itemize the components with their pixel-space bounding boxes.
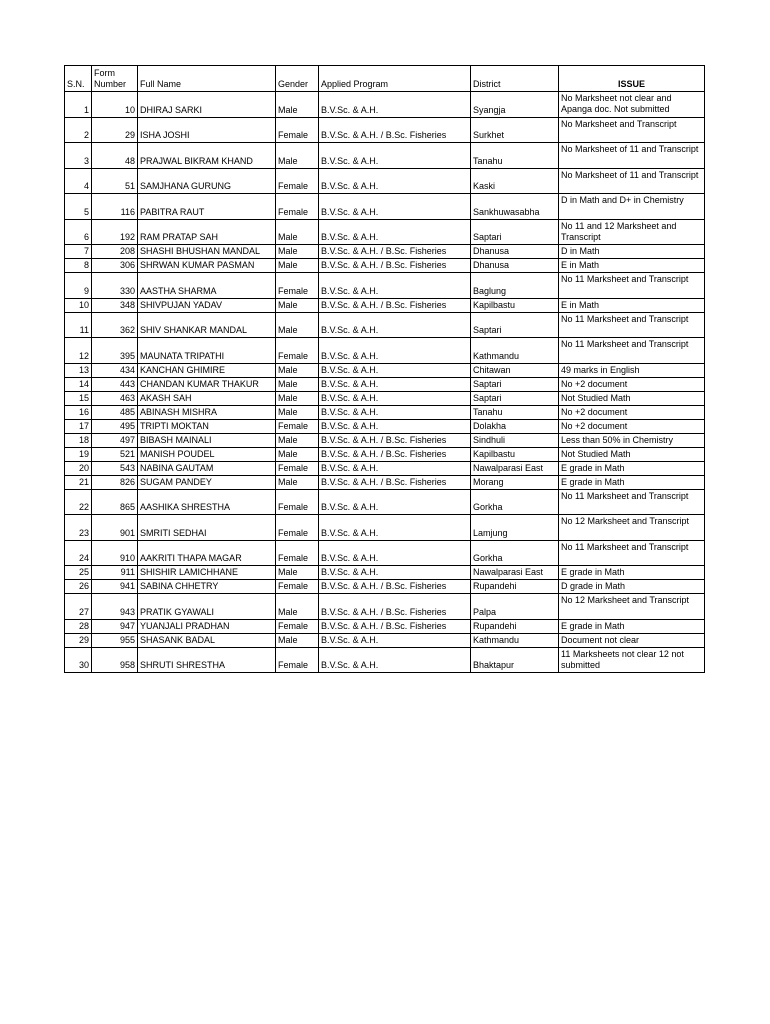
cell-district: Kathmandu [471, 633, 559, 647]
cell-issue: D grade in Math [559, 580, 705, 594]
cell-sn: 20 [65, 461, 92, 475]
cell-gender: Female [276, 338, 319, 364]
cell-sn: 28 [65, 619, 92, 633]
table-row [65, 168, 705, 194]
cell-full-name: ISHA JOSHI [138, 117, 276, 143]
cell-sn: 10 [65, 298, 92, 312]
header-district: District [471, 66, 559, 92]
cell-applied-program: B.V.Sc. & A.H. [319, 461, 471, 475]
cell-applied-program: B.V.Sc. & A.H. [319, 647, 471, 673]
cell-form-number: 348 [92, 298, 138, 312]
cell-full-name: SHRWAN KUMAR PASMAN [138, 259, 276, 273]
cell-district: Tanahu [471, 405, 559, 419]
cell-sn: 29 [65, 633, 92, 647]
cell-full-name: PRAJWAL BIKRAM KHAND [138, 143, 276, 169]
cell-sn: 12 [65, 338, 92, 364]
table-row [65, 298, 705, 312]
cell-applied-program: B.V.Sc. & A.H. [319, 566, 471, 580]
cell-issue: No +2 document [559, 419, 705, 433]
table-row [65, 143, 705, 169]
cell-district: Morang [471, 475, 559, 489]
cell-issue: E grade in Math [559, 475, 705, 489]
cell-full-name: KANCHAN GHIMIRE [138, 363, 276, 377]
cell-issue: D in Math and D+ in Chemistry [559, 194, 705, 220]
cell-gender: Male [276, 475, 319, 489]
cell-applied-program: B.V.Sc. & A.H. [319, 219, 471, 245]
cell-district: Dhanusa [471, 245, 559, 259]
table-row [65, 194, 705, 220]
cell-issue: Less than 50% in Chemistry [559, 433, 705, 447]
cell-district: Gorkha [471, 540, 559, 566]
cell-gender: Male [276, 92, 319, 118]
header-gender: Gender [276, 66, 319, 92]
cell-full-name: AAKRITI THAPA MAGAR [138, 540, 276, 566]
cell-form-number: 330 [92, 273, 138, 299]
cell-form-number: 434 [92, 363, 138, 377]
cell-gender: Female [276, 419, 319, 433]
applicant-issues-table [64, 65, 705, 673]
cell-gender: Female [276, 540, 319, 566]
cell-gender: Female [276, 515, 319, 541]
table-row [65, 363, 705, 377]
cell-form-number: 901 [92, 515, 138, 541]
cell-gender: Female [276, 619, 319, 633]
cell-gender: Female [276, 194, 319, 220]
cell-sn: 22 [65, 489, 92, 515]
cell-full-name: SABINA CHHETRY [138, 580, 276, 594]
cell-sn: 14 [65, 377, 92, 391]
cell-gender: Male [276, 363, 319, 377]
table-row [65, 377, 705, 391]
cell-applied-program: B.V.Sc. & A.H. [319, 540, 471, 566]
cell-form-number: 116 [92, 194, 138, 220]
cell-full-name: MAUNATA TRIPATHI [138, 338, 276, 364]
table-row [65, 475, 705, 489]
cell-issue: No 12 Marksheet and Transcript [559, 594, 705, 620]
cell-gender: Male [276, 391, 319, 405]
cell-form-number: 208 [92, 245, 138, 259]
cell-issue: No Marksheet and Transcript [559, 117, 705, 143]
cell-issue: No 11 Marksheet and Transcript [559, 540, 705, 566]
cell-full-name: SHASHI BHUSHAN MANDAL [138, 245, 276, 259]
cell-full-name: SUGAM PANDEY [138, 475, 276, 489]
cell-district: Kapilbastu [471, 447, 559, 461]
cell-sn: 26 [65, 580, 92, 594]
cell-issue: No Marksheet of 11 and Transcript [559, 168, 705, 194]
cell-full-name: SHISHIR LAMICHHANE [138, 566, 276, 580]
header-sn: S.N. [65, 66, 92, 92]
cell-applied-program: B.V.Sc. & A.H. [319, 363, 471, 377]
cell-form-number: 958 [92, 647, 138, 673]
cell-full-name: CHANDAN KUMAR THAKUR [138, 377, 276, 391]
cell-sn: 3 [65, 143, 92, 169]
cell-issue: No 11 Marksheet and Transcript [559, 312, 705, 338]
cell-sn: 2 [65, 117, 92, 143]
cell-district: Saptari [471, 377, 559, 391]
cell-form-number: 497 [92, 433, 138, 447]
cell-form-number: 48 [92, 143, 138, 169]
cell-district: Syangja [471, 92, 559, 118]
cell-district: Kathmandu [471, 338, 559, 364]
header-form-line2: Number [94, 79, 127, 89]
cell-sn: 13 [65, 363, 92, 377]
cell-gender: Male [276, 594, 319, 620]
cell-issue: D in Math [559, 245, 705, 259]
table-row [65, 489, 705, 515]
table-row [65, 419, 705, 433]
cell-full-name: PABITRA RAUT [138, 194, 276, 220]
cell-applied-program: B.V.Sc. & A.H. [319, 515, 471, 541]
cell-full-name: SHIV SHANKAR MANDAL [138, 312, 276, 338]
cell-sn: 4 [65, 168, 92, 194]
cell-issue: 11 Marksheets not clear 12 not submitted [559, 647, 705, 673]
cell-form-number: 443 [92, 377, 138, 391]
cell-full-name: SHIVPUJAN YADAV [138, 298, 276, 312]
header-row [65, 66, 705, 92]
cell-full-name: RAM PRATAP SAH [138, 219, 276, 245]
cell-gender: Male [276, 447, 319, 461]
cell-applied-program: B.V.Sc. & A.H. / B.Sc. Fisheries [319, 298, 471, 312]
table-row [65, 219, 705, 245]
cell-applied-program: B.V.Sc. & A.H. [319, 405, 471, 419]
table-row [65, 245, 705, 259]
header-applied-program: Applied Program [319, 66, 471, 92]
cell-full-name: TRIPTI MOKTAN [138, 419, 276, 433]
cell-district: Nawalparasi East [471, 461, 559, 475]
cell-gender: Female [276, 580, 319, 594]
cell-issue: E grade in Math [559, 619, 705, 633]
cell-gender: Male [276, 298, 319, 312]
cell-issue: Not Studied Math [559, 447, 705, 461]
cell-form-number: 495 [92, 419, 138, 433]
cell-applied-program: B.V.Sc. & A.H. / B.Sc. Fisheries [319, 259, 471, 273]
cell-issue: Not Studied Math [559, 391, 705, 405]
cell-full-name: BIBASH MAINALI [138, 433, 276, 447]
cell-gender: Female [276, 168, 319, 194]
cell-form-number: 911 [92, 566, 138, 580]
cell-issue: No 11 Marksheet and Transcript [559, 489, 705, 515]
cell-applied-program: B.V.Sc. & A.H. [319, 489, 471, 515]
cell-form-number: 485 [92, 405, 138, 419]
cell-issue: Document not clear [559, 633, 705, 647]
table-row [65, 594, 705, 620]
cell-issue: No 11 Marksheet and Transcript [559, 338, 705, 364]
cell-district: Saptari [471, 312, 559, 338]
cell-district: Kapilbastu [471, 298, 559, 312]
cell-gender: Female [276, 461, 319, 475]
table-row [65, 273, 705, 299]
cell-issue: E grade in Math [559, 461, 705, 475]
cell-district: Saptari [471, 391, 559, 405]
cell-form-number: 947 [92, 619, 138, 633]
cell-applied-program: B.V.Sc. & A.H. / B.Sc. Fisheries [319, 433, 471, 447]
cell-applied-program: B.V.Sc. & A.H. / B.Sc. Fisheries [319, 619, 471, 633]
header-issue: ISSUE [559, 66, 705, 92]
table-row [65, 461, 705, 475]
cell-gender: Male [276, 259, 319, 273]
table-row [65, 619, 705, 633]
cell-gender: Male [276, 143, 319, 169]
cell-sn: 25 [65, 566, 92, 580]
cell-full-name: SMRITI SEDHAI [138, 515, 276, 541]
cell-gender: Male [276, 377, 319, 391]
cell-sn: 24 [65, 540, 92, 566]
cell-gender: Male [276, 312, 319, 338]
cell-applied-program: B.V.Sc. & A.H. / B.Sc. Fisheries [319, 594, 471, 620]
table-row [65, 117, 705, 143]
header-form-number [92, 66, 138, 92]
cell-district: Kaski [471, 168, 559, 194]
cell-applied-program: B.V.Sc. & A.H. / B.Sc. Fisheries [319, 475, 471, 489]
cell-sn: 11 [65, 312, 92, 338]
table-row [65, 391, 705, 405]
cell-gender: Male [276, 219, 319, 245]
cell-sn: 9 [65, 273, 92, 299]
cell-district: Sindhuli [471, 433, 559, 447]
cell-gender: Male [276, 633, 319, 647]
cell-gender: Female [276, 117, 319, 143]
cell-gender: Male [276, 405, 319, 419]
cell-issue: No 11 and 12 Marksheet and Transcript [559, 219, 705, 245]
cell-form-number: 395 [92, 338, 138, 364]
cell-issue: No Marksheet not clear and Apanga doc. Not submitted [559, 92, 705, 118]
table-row [65, 580, 705, 594]
cell-form-number: 826 [92, 475, 138, 489]
cell-sn: 16 [65, 405, 92, 419]
cell-applied-program: B.V.Sc. & A.H. / B.Sc. Fisheries [319, 117, 471, 143]
cell-gender: Female [276, 647, 319, 673]
cell-applied-program: B.V.Sc. & A.H. [319, 194, 471, 220]
cell-district: Nawalparasi East [471, 566, 559, 580]
table-row [65, 566, 705, 580]
cell-form-number: 51 [92, 168, 138, 194]
cell-form-number: 521 [92, 447, 138, 461]
table-row [65, 338, 705, 364]
table-row [65, 259, 705, 273]
cell-sn: 17 [65, 419, 92, 433]
cell-full-name: AASHIKA SHRESTHA [138, 489, 276, 515]
cell-applied-program: B.V.Sc. & A.H. [319, 273, 471, 299]
cell-district: Chitawan [471, 363, 559, 377]
cell-sn: 8 [65, 259, 92, 273]
cell-sn: 18 [65, 433, 92, 447]
cell-form-number: 10 [92, 92, 138, 118]
cell-applied-program: B.V.Sc. & A.H. [319, 312, 471, 338]
table-row [65, 633, 705, 647]
cell-district: Dhanusa [471, 259, 559, 273]
cell-applied-program: B.V.Sc. & A.H. [319, 92, 471, 118]
cell-issue: No +2 document [559, 405, 705, 419]
cell-form-number: 543 [92, 461, 138, 475]
cell-full-name: SHASANK BADAL [138, 633, 276, 647]
cell-applied-program: B.V.Sc. & A.H. [319, 419, 471, 433]
cell-issue: No Marksheet of 11 and Transcript [559, 143, 705, 169]
cell-full-name: DHIRAJ SARKI [138, 92, 276, 118]
cell-form-number: 910 [92, 540, 138, 566]
cell-applied-program: B.V.Sc. & A.H. [319, 143, 471, 169]
cell-district: Sankhuwasabha [471, 194, 559, 220]
cell-gender: Male [276, 566, 319, 580]
cell-gender: Female [276, 489, 319, 515]
cell-issue: E grade in Math [559, 566, 705, 580]
cell-full-name: YUANJALI PRADHAN [138, 619, 276, 633]
table-row [65, 433, 705, 447]
cell-full-name: MANISH POUDEL [138, 447, 276, 461]
cell-applied-program: B.V.Sc. & A.H. [319, 168, 471, 194]
cell-district: Baglung [471, 273, 559, 299]
cell-full-name: AASTHA SHARMA [138, 273, 276, 299]
cell-applied-program: B.V.Sc. & A.H. [319, 391, 471, 405]
cell-form-number: 865 [92, 489, 138, 515]
cell-sn: 23 [65, 515, 92, 541]
header-form-line1: Form [94, 68, 115, 78]
cell-issue: No 11 Marksheet and Transcript [559, 273, 705, 299]
cell-issue: E in Math [559, 259, 705, 273]
cell-district: Rupandehi [471, 580, 559, 594]
cell-sn: 21 [65, 475, 92, 489]
cell-applied-program: B.V.Sc. & A.H. / B.Sc. Fisheries [319, 245, 471, 259]
cell-applied-program: B.V.Sc. & A.H. [319, 633, 471, 647]
cell-full-name: ABINASH MISHRA [138, 405, 276, 419]
cell-sn: 27 [65, 594, 92, 620]
cell-form-number: 29 [92, 117, 138, 143]
table-row [65, 515, 705, 541]
cell-issue: E in Math [559, 298, 705, 312]
table-row [65, 447, 705, 461]
cell-district: Palpa [471, 594, 559, 620]
cell-sn: 30 [65, 647, 92, 673]
cell-sn: 1 [65, 92, 92, 118]
cell-issue: No 12 Marksheet and Transcript [559, 515, 705, 541]
table-body [65, 92, 705, 673]
cell-form-number: 306 [92, 259, 138, 273]
cell-form-number: 362 [92, 312, 138, 338]
cell-sn: 5 [65, 194, 92, 220]
cell-full-name: SAMJHANA GURUNG [138, 168, 276, 194]
cell-sn: 6 [65, 219, 92, 245]
table-row [65, 92, 705, 118]
cell-form-number: 463 [92, 391, 138, 405]
cell-full-name: AKASH SAH [138, 391, 276, 405]
cell-district: Surkhet [471, 117, 559, 143]
table-row [65, 312, 705, 338]
cell-sn: 7 [65, 245, 92, 259]
cell-district: Bhaktapur [471, 647, 559, 673]
cell-gender: Male [276, 433, 319, 447]
cell-applied-program: B.V.Sc. & A.H. / B.Sc. Fisheries [319, 580, 471, 594]
cell-district: Rupandehi [471, 619, 559, 633]
cell-form-number: 955 [92, 633, 138, 647]
header-full-name: Full Name [138, 66, 276, 92]
cell-sn: 15 [65, 391, 92, 405]
cell-applied-program: B.V.Sc. & A.H. [319, 338, 471, 364]
cell-issue: 49 marks in English [559, 363, 705, 377]
cell-full-name: NABINA GAUTAM [138, 461, 276, 475]
cell-form-number: 941 [92, 580, 138, 594]
table-row [65, 647, 705, 673]
cell-district: Saptari [471, 219, 559, 245]
cell-gender: Female [276, 273, 319, 299]
cell-applied-program: B.V.Sc. & A.H. / B.Sc. Fisheries [319, 447, 471, 461]
cell-full-name: PRATIK GYAWALI [138, 594, 276, 620]
cell-district: Lamjung [471, 515, 559, 541]
cell-gender: Male [276, 245, 319, 259]
cell-district: Gorkha [471, 489, 559, 515]
table-row [65, 540, 705, 566]
cell-form-number: 192 [92, 219, 138, 245]
cell-form-number: 943 [92, 594, 138, 620]
cell-sn: 19 [65, 447, 92, 461]
cell-district: Tanahu [471, 143, 559, 169]
cell-full-name: SHRUTI SHRESTHA [138, 647, 276, 673]
cell-applied-program: B.V.Sc. & A.H. [319, 377, 471, 391]
cell-issue: No +2 document [559, 377, 705, 391]
table-row [65, 405, 705, 419]
cell-district: Dolakha [471, 419, 559, 433]
